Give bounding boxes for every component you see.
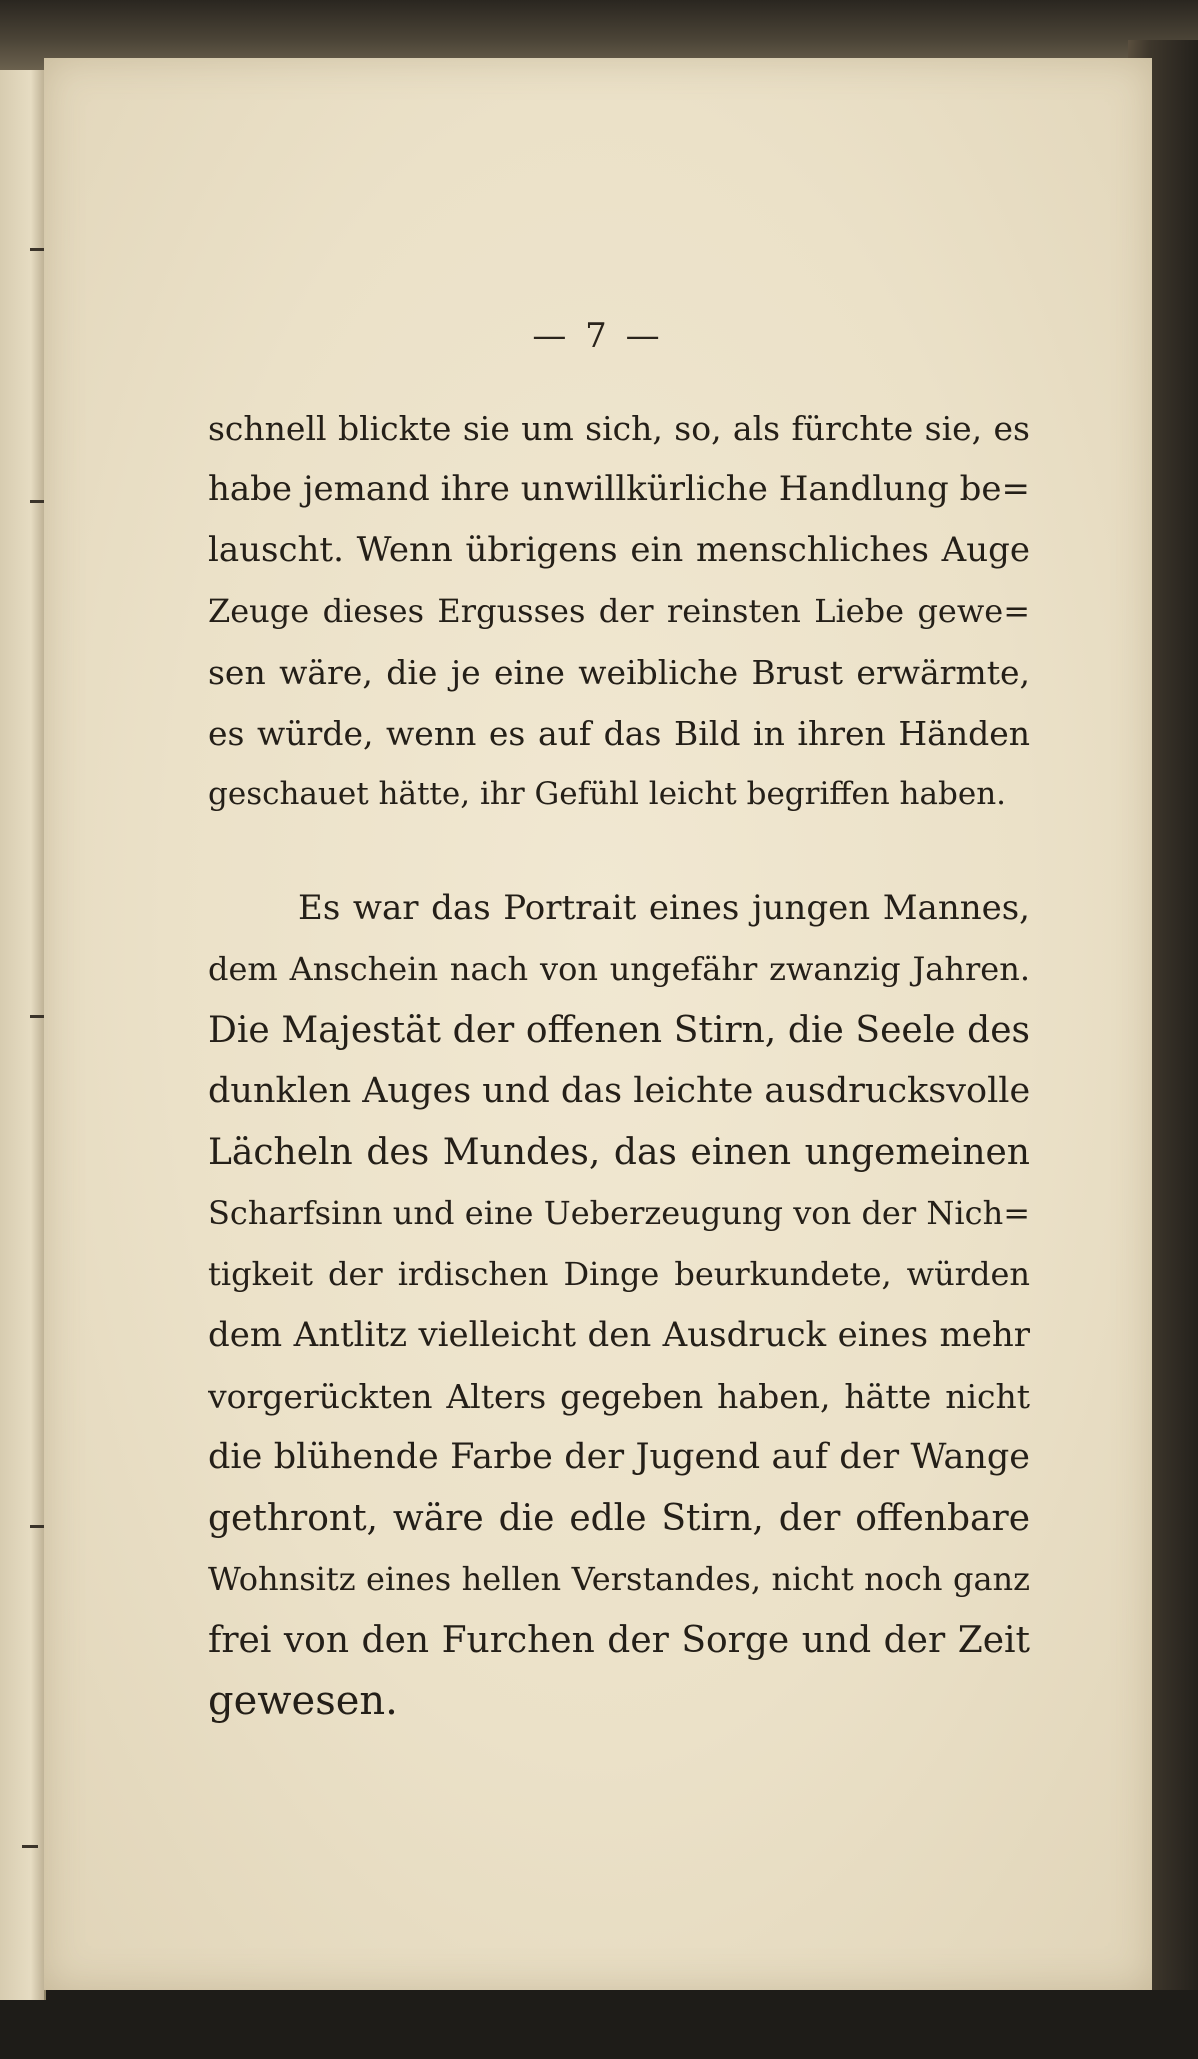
text-line: dem Anschein nach von ungefähr zwanzig Jahren. bbox=[208, 950, 1030, 988]
text-line: habe jemand ihre unwillkürliche Handlung be= bbox=[208, 469, 1030, 509]
text-line: tigkeit der irdischen Dinge beurkundete, würden bbox=[208, 1255, 1030, 1293]
paragraph-2 bbox=[208, 878, 1030, 1732]
text-line: frei von den Furchen der Sorge und der Zeit bbox=[208, 1620, 1030, 1661]
text-line: vorgerückten Alters gegeben haben, hätte nicht bbox=[208, 1377, 1030, 1416]
text-line: Zeuge dieses Ergusses der reinsten Liebe gewe= bbox=[208, 592, 1030, 630]
text-line: Es war das Portrait eines jungen Mannes, bbox=[298, 888, 1030, 928]
text-line: die blühende Farbe der Jugend auf der Wange bbox=[208, 1437, 1030, 1477]
text-line: schnell blickte sie um sich, so, als fürchte sie, es bbox=[208, 409, 1030, 448]
text-line: dem Antlitz vielleicht den Ausdruck eines mehr bbox=[208, 1315, 1030, 1355]
text-line: Wohnsitz eines hellen Verstandes, nicht noch ganz bbox=[208, 1560, 1030, 1598]
book-page bbox=[44, 58, 1152, 1990]
text-line: lauscht. Wenn übrigens ein menschliches Auge bbox=[208, 530, 1030, 570]
paragraph-1 bbox=[208, 398, 1030, 825]
text-line: gewesen. bbox=[208, 1678, 398, 1724]
book-bottom-edge bbox=[0, 1990, 1198, 2059]
text-line: gethront, wäre die edle Stirn, der offenbare bbox=[208, 1498, 1030, 1539]
text-line: Scharfsinn und eine Ueberzeugung von der Nich= bbox=[208, 1194, 1030, 1232]
facing-page-edge bbox=[0, 70, 46, 2000]
text-line: es würde, wenn es auf das Bild in ihren Händen bbox=[208, 714, 1030, 753]
text-line: Die Majestät der offenen Stirn, die Seele des bbox=[208, 1010, 1030, 1051]
text-line: sen wäre, die je eine weibliche Brust erwärmte, bbox=[208, 653, 1030, 692]
text-line: geschauet hätte, ihr Gefühl leicht begriffen haben. bbox=[208, 776, 1007, 812]
margin-mark bbox=[22, 1845, 38, 1848]
text-line: dunklen Auges und das leichte ausdrucksvolle bbox=[208, 1071, 1030, 1111]
page-number: — 7 — bbox=[532, 316, 664, 356]
text-line: Lächeln des Mundes, das einen ungemeinen bbox=[208, 1132, 1030, 1173]
